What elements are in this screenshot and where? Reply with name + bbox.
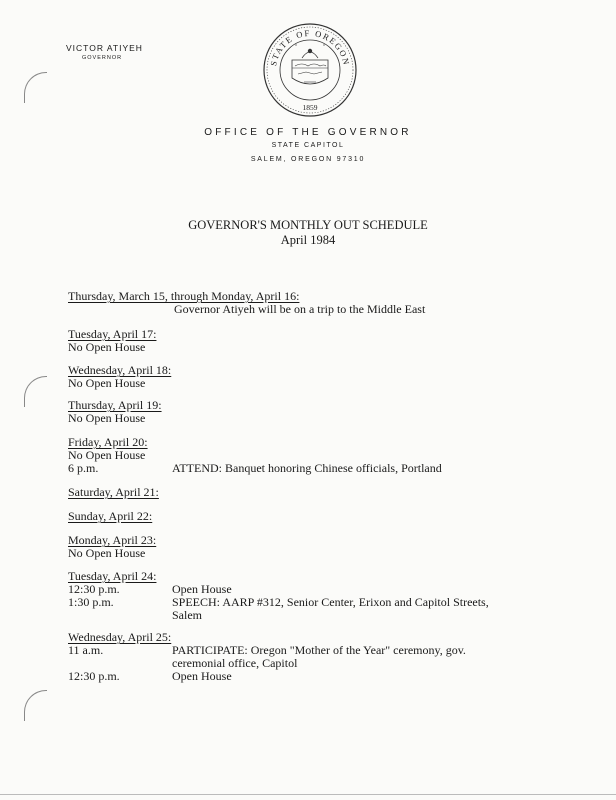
event-time: 11 a.m. [68,643,104,657]
binder-hole-mark [24,376,47,407]
schedule-note: Governor Atiyeh will be on a trip to the Middle East [174,302,426,316]
event-time: 12:30 p.m. [68,669,120,683]
schedule-heading: Wednesday, April 18: [68,363,172,377]
office-address: SALEM, OREGON 97310 [250,156,366,163]
binder-hole-mark [24,690,47,721]
event-description: PARTICIPATE: Oregon "Mother of the Year" ceremony, gov. [172,643,466,657]
office-name: OFFICE OF THE GOVERNOR [204,127,412,138]
event-time: 12:30 p.m. [68,582,120,596]
schedule-heading: Sunday, April 22: [68,509,153,523]
schedule-note: No Open House [68,340,146,354]
event-time: 6 p.m. [68,461,99,475]
state-seal [262,22,358,118]
schedule-heading: Thursday, April 19: [68,398,162,412]
event-description: SPEECH: AARP #312, Senior Center, Erixon and Capitol Streets, [172,595,489,609]
schedule-heading: Friday, April 20: [68,435,148,449]
document-period: April 1984 [280,233,336,247]
schedule-heading: Thursday, March 15, through Monday, April 16: [68,289,300,303]
schedule-heading: Monday, April 23: [68,533,157,547]
event-time: 1:30 p.m. [68,595,114,609]
schedule-note: No Open House [68,411,146,425]
schedule-note: No Open House [68,546,146,560]
page-edge [0,794,616,795]
schedule-heading: Wednesday, April 25: [68,630,172,644]
seal-year: 1859 [302,103,318,112]
schedule-heading: Saturday, April 21: [68,485,159,499]
event-description: ATTEND: Banquet honoring Chinese officials, Portland [172,461,442,475]
event-description-continued: ceremonial office, Capitol [172,656,298,670]
schedule-note: No Open House [68,376,146,390]
governor-name: VICTOR ATIYEH [66,43,143,53]
schedule-heading: Tuesday, April 24: [68,569,157,583]
event-description: Open House [172,582,232,596]
schedule-heading: Tuesday, April 17: [68,327,157,341]
binder-hole-mark [24,72,47,103]
seal-text: STATE OF OREGON [268,27,352,67]
schedule-note: No Open House [68,448,146,462]
document-title: GOVERNOR'S MONTHLY OUT SCHEDULE [188,218,428,232]
event-description: Open House [172,669,232,683]
governor-title: GOVERNOR [82,55,123,61]
office-building: STATE CAPITOL [271,142,345,149]
event-description-continued: Salem [172,608,202,622]
